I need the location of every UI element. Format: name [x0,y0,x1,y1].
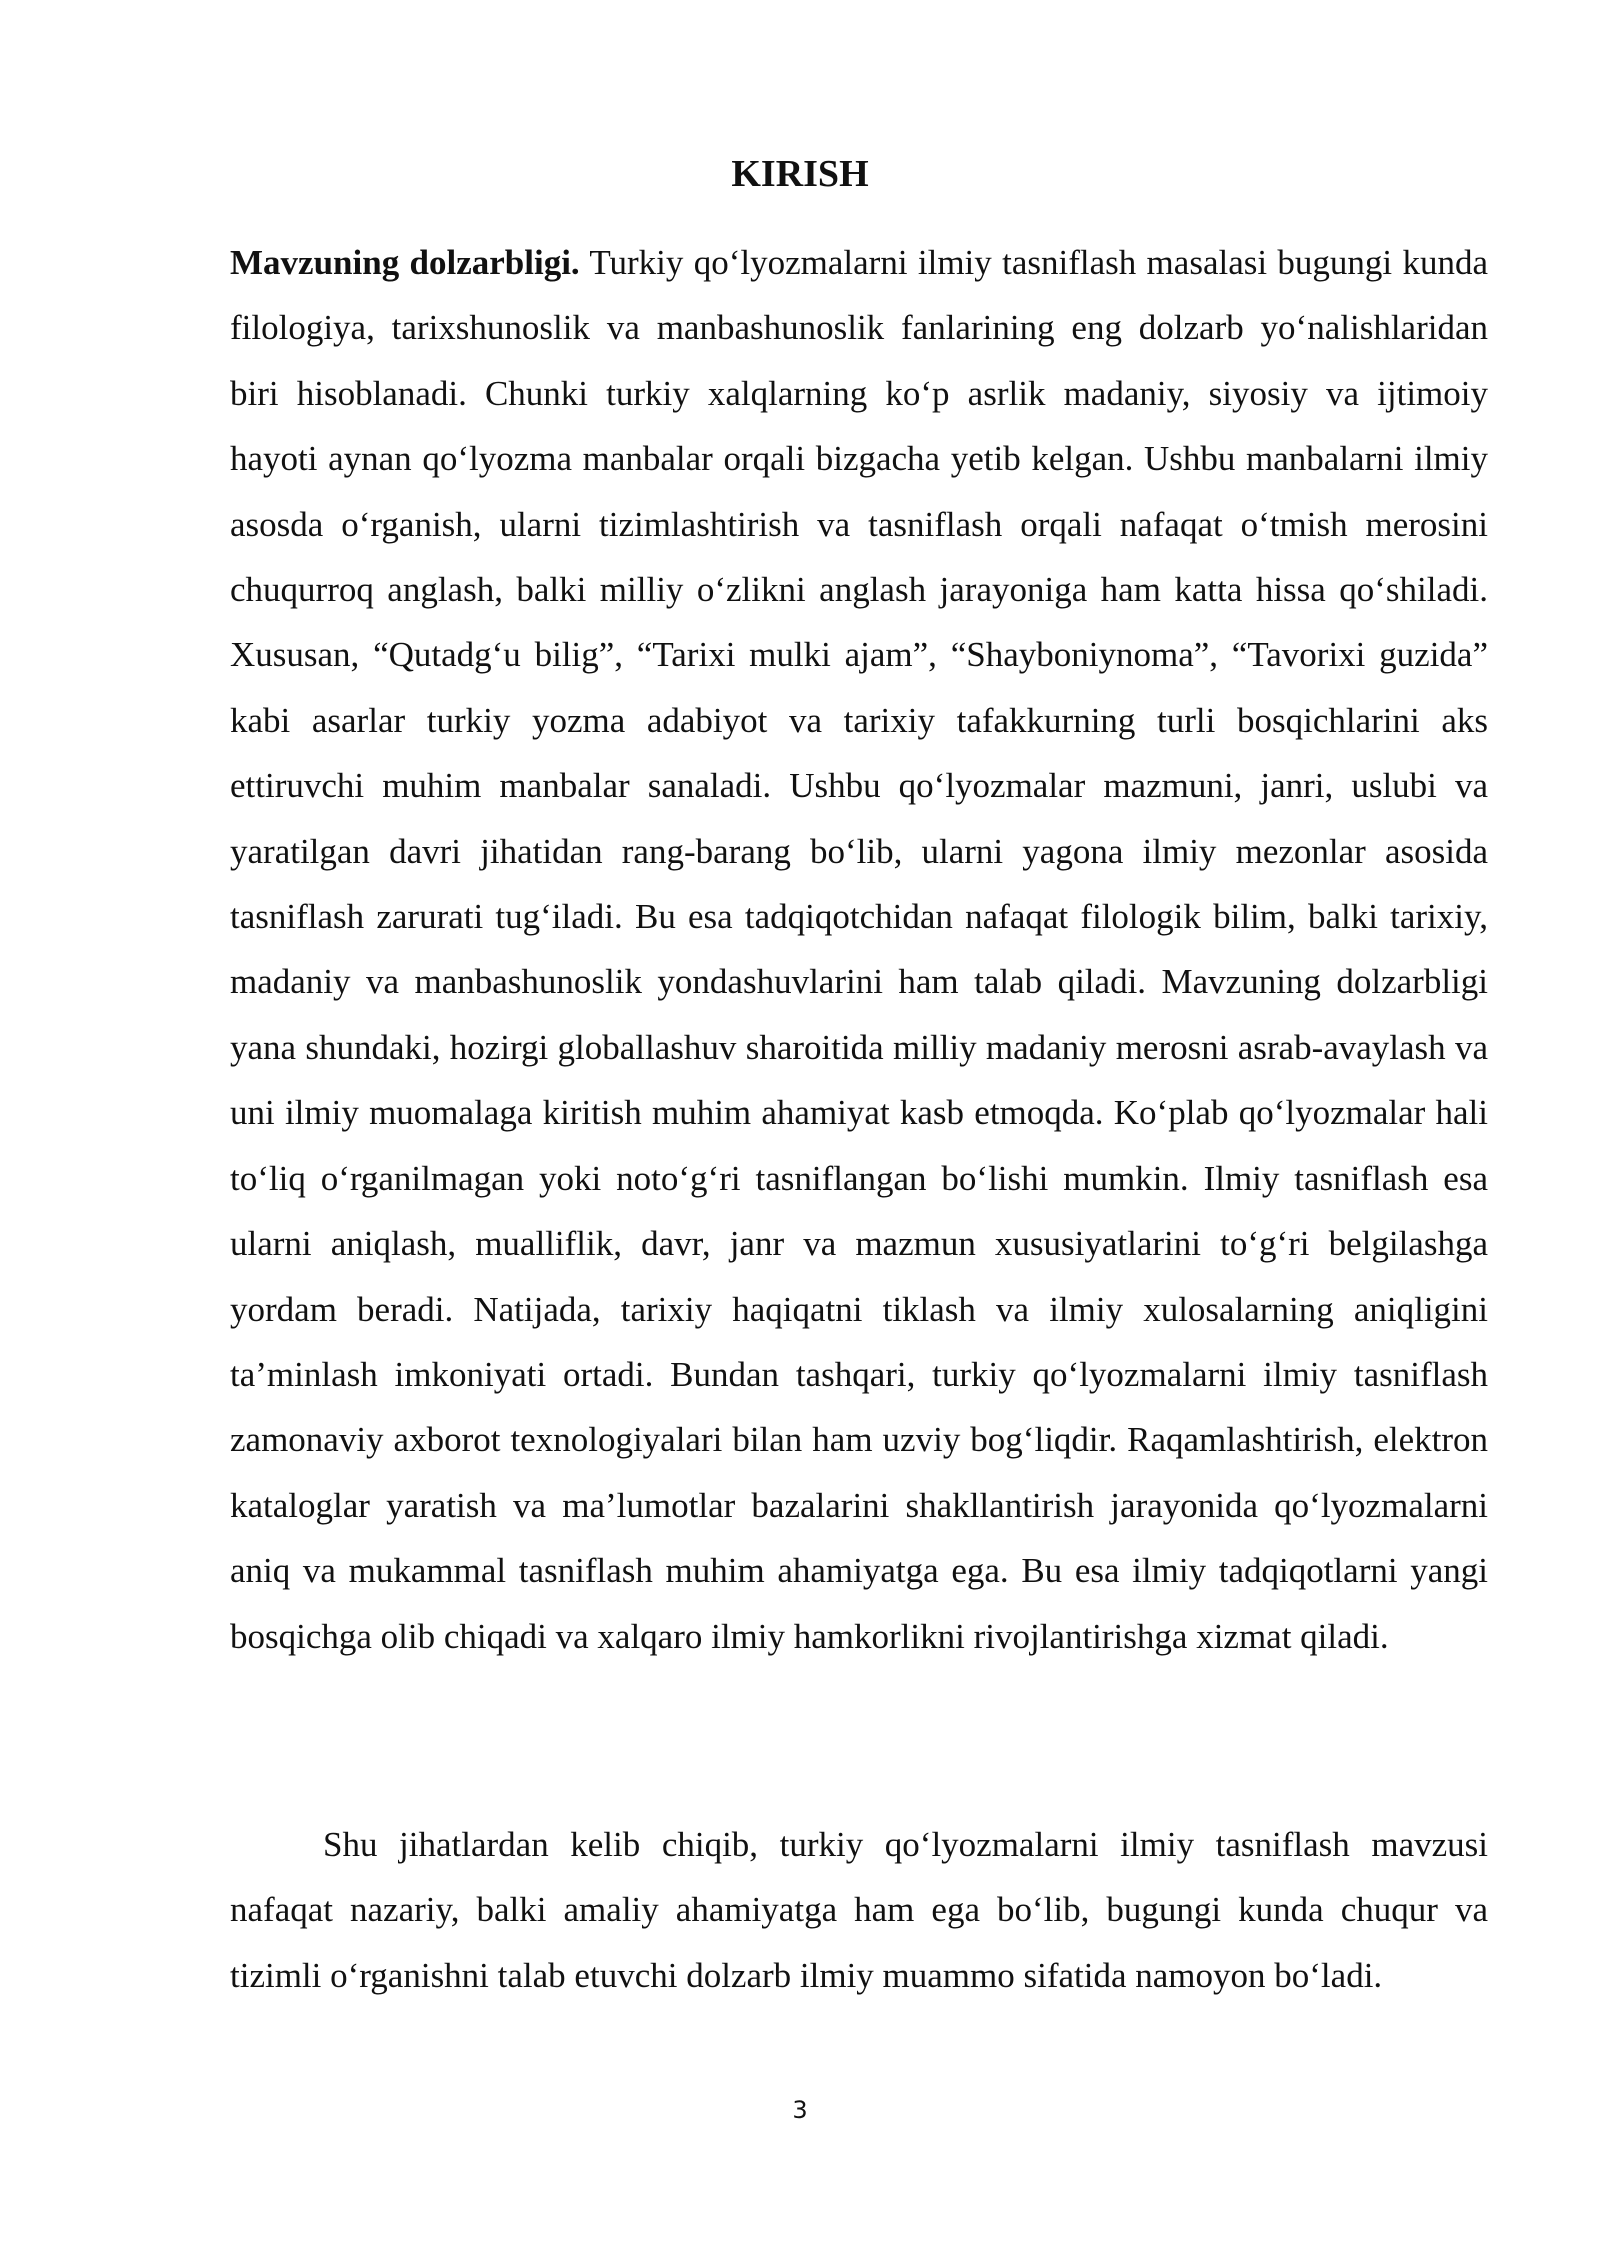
relevance-paragraph [230,230,1488,1669]
paragraph-lead-heading: Mavzuning dolzarbligi. [230,243,580,282]
page-number: 3 [792,2096,808,2124]
section-title: KIRISH [731,153,869,195]
paragraph-body-text: Turkiy qo‘lyozmalarni ilmiy tasniflash masalasi bugungi kunda filologiya, tarixshunoslik va manbashunoslik fanlarining eng dolzarb yo‘nalishlaridan biri hisoblanadi. Chunki turkiy xalqlarning ko‘p asrlik madaniy, siyosiy va ijtimoiy hayoti aynan qo‘lyozma manbalar orqali bizgacha yetib kelgan. Ushbu manbalarni ilmiy asosda o‘rganish, ularni tizimlashtirish va tasniflash orqali nafaqat o‘tmish merosini chuqurroq anglash, balki milliy o‘zlikni anglash jarayoniga ham katta hissa qo‘shiladi. Xususan, “Qutadg‘u bilig”, “Tarixi mulki ajam”, “Shayboniynoma”, “Tavorixi guzida” kabi asarlar turkiy yozma adabiyot va tarixiy tafakkurning turli bosqichlarini aks ettiruvchi muhim manbalar sanaladi. Ushbu qo‘lyozmalar mazmuni, janri, uslubi va yaratilgan davri jihatidan rang-barang bo‘lib, ularni yagona ilmiy mezonlar asosida tasniflash zarurati tug‘iladi. Bu esa tadqiqotchidan nafaqat filologik bilim, balki tarixiy, madaniy va manbashunoslik yondashuvlarini ham talab qiladi. Mavzuning dolzarbligi yana shundaki, hozirgi globallashuv sharoitida milliy madaniy merosni asrab-avaylash va uni ilmiy muomalaga kiritish muhim ahamiyat kasb etmoqda. Ko‘plab qo‘lyozmalar hali to‘liq o‘rganilmagan yoki noto‘g‘ri tasniflangan bo‘lishi mumkin. Ilmiy tasniflash esa ularni aniqlash, mualliflik, davr, janr va mazmun xususiyatlarini to‘g‘ri belgilashga yordam beradi. Natijada, tarixiy haqiqatni tiklash va ilmiy xulosalarning aniqligini ta’minlash imkoniyati ortadi. Bundan tashqari, turkiy qo‘lyozmalarni ilmiy tasniflash zamonaviy axborot texnologiyalari bilan ham uzviy bog‘liqdir. Raqamlashtirish, elektron kataloglar yaratish va ma’lumotlar bazalarini shakllantirish jarayonida qo‘lyozmalarni aniq va mukammal tasniflash muhim ahamiyatga ega. Bu esa ilmiy tadqiqotlarni yangi bosqichga olib chiqadi va xalqaro ilmiy hamkorlikni rivojlantirishga xizmat qiladi. [230,243,1488,1656]
conclusion-paragraph: Shu jihatlardan kelib chiqib, turkiy qo‘lyozmalarni ilmiy tasniflash mavzusi nafaqat nazariy, balki amaliy ahamiyatga ham ega bo‘lib, bugungi kunda chuqur va tizimli o‘rganishni talab etuvchi dolzarb ilmiy muammo sifatida namoyon bo‘ladi. [230,1825,1488,1995]
